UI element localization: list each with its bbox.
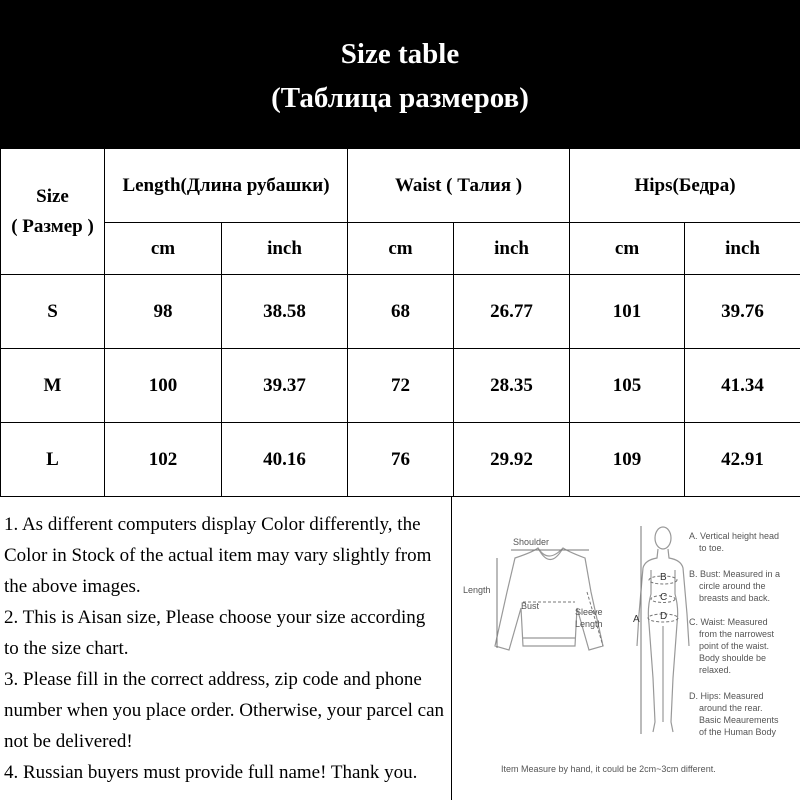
sweater-outline-icon (495, 548, 603, 650)
notes-panel (0, 496, 452, 800)
sleeve-label-line: Length (575, 619, 603, 629)
human-body-icon (637, 527, 689, 732)
size-cell: L (1, 423, 105, 497)
letter-d: D (660, 611, 668, 622)
letter-b: B (660, 572, 667, 583)
page-title: Size table (340, 38, 460, 70)
value-cell: 76 (348, 423, 454, 497)
desc-line: of the Human Body (699, 727, 777, 737)
desc-line: Basic Meaurements (699, 715, 779, 725)
waist-group-header: Waist ( Талия ) (348, 149, 570, 223)
page-subtitle: (Таблица размеров) (271, 82, 529, 114)
value-cell: 29.92 (454, 423, 570, 497)
sleeve-label-line: Sleeve (575, 607, 603, 617)
note-line: 4. Russian buyers must provide full name! Thank you. (4, 762, 418, 783)
value-cell: 28.35 (454, 349, 570, 423)
length-group-header: Length(Длина рубашки) (105, 149, 348, 223)
table-row (1, 423, 800, 497)
size-cell: S (1, 275, 105, 349)
letter-c: C (660, 592, 668, 603)
value-cell: 40.16 (222, 423, 348, 497)
size-header-label: Size (36, 185, 69, 207)
letter-a: A (633, 614, 640, 625)
desc-line: to toe. (699, 543, 725, 553)
unit-cell: cm (570, 223, 685, 275)
unit-cell: inch (685, 223, 800, 275)
value-cell: 109 (570, 423, 685, 497)
measurement-caption: Item Measure by hand, it could be 2cm~3cm different. (501, 764, 716, 774)
value-cell: 105 (570, 349, 685, 423)
value-cell: 39.37 (222, 349, 348, 423)
unit-cell: inch (222, 223, 348, 275)
size-cell: M (1, 349, 105, 423)
note-line: not be delivered! (4, 731, 133, 752)
shoulder-label: Shoulder (513, 537, 550, 547)
note-line: to the size chart. (4, 638, 129, 659)
desc-line: Body shoulde be (699, 653, 767, 663)
desc-line: A. Vertical height head (689, 531, 780, 541)
desc-d (689, 690, 779, 738)
value-cell: 39.76 (685, 275, 800, 349)
note-line: 2. This is Aisan size, Please choose your size according (4, 607, 426, 628)
value-cell: 41.34 (685, 349, 800, 423)
value-cell: 26.77 (454, 275, 570, 349)
bust-label: Bust (521, 601, 540, 611)
value-cell: 102 (105, 423, 222, 497)
desc-a (689, 530, 779, 554)
note-line: 3. Please fill in the correct address, zip code and phone (4, 669, 422, 690)
desc-line: breasts and back. (699, 593, 771, 603)
note-line: number when you place order. Otherwise, your parcel can (4, 700, 444, 721)
header-banner (0, 0, 800, 148)
length-label: Length (463, 585, 491, 595)
desc-line: relaxed. (699, 665, 732, 675)
note-line: the above images. (4, 576, 141, 597)
note-line: Color in Stock of the actual item may vary slightly from (4, 545, 432, 566)
size-header-label-ru: ( Размер ) (11, 215, 94, 237)
table-row (1, 349, 800, 423)
size-header-cell (1, 149, 105, 275)
value-cell: 68 (348, 275, 454, 349)
table-units-row (1, 223, 800, 275)
desc-line: D. Hips: Measured (689, 691, 764, 701)
unit-cell: cm (348, 223, 454, 275)
sleeve-length-label (575, 606, 603, 630)
desc-b (689, 568, 780, 604)
hips-group-header: Hips(Бедра) (570, 149, 800, 223)
value-cell: 38.58 (222, 275, 348, 349)
size-table (0, 148, 800, 497)
value-cell: 101 (570, 275, 685, 349)
desc-line: point of the waist. (699, 641, 770, 651)
value-cell: 72 (348, 349, 454, 423)
note-line: 1. As different computers display Color differently, the (4, 514, 421, 535)
desc-line: circle around the (699, 581, 766, 591)
desc-line: B. Bust: Measured in a (689, 569, 781, 579)
unit-cell: cm (105, 223, 222, 275)
table-row (1, 275, 800, 349)
value-cell: 100 (105, 349, 222, 423)
desc-c (689, 616, 774, 676)
desc-line: around the rear. (699, 703, 763, 713)
value-cell: 42.91 (685, 423, 800, 497)
desc-line: C. Waist: Measured (689, 617, 768, 627)
measurement-figure (453, 496, 800, 800)
value-cell: 98 (105, 275, 222, 349)
table-header-row (1, 149, 800, 223)
unit-cell: inch (454, 223, 570, 275)
desc-line: from the narrowest (699, 629, 775, 639)
